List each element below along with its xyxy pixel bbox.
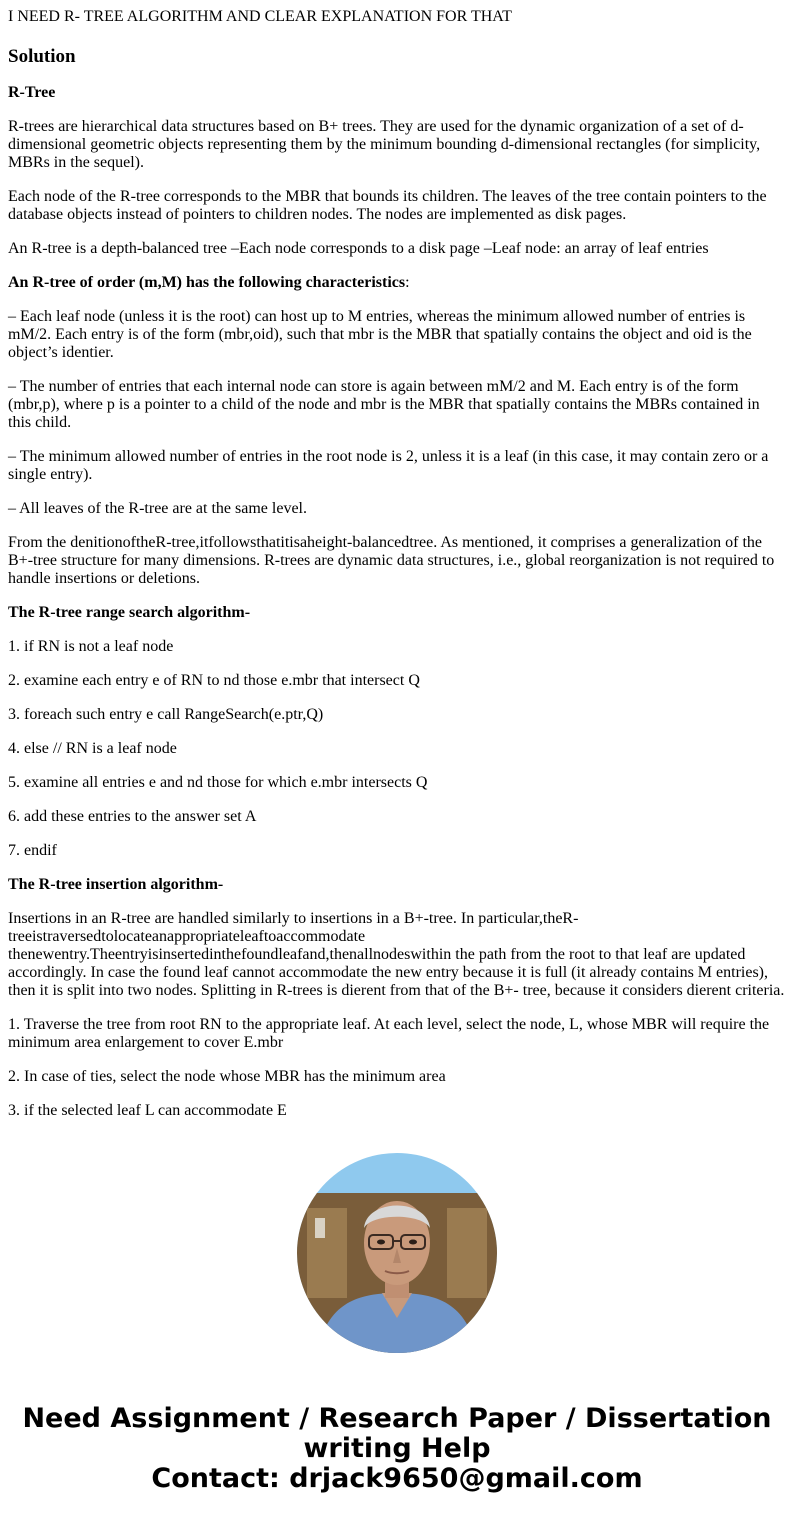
range-search-step: 1. if RN is not a leaf node bbox=[8, 638, 174, 655]
paragraph: Each node of the R-tree corresponds to the MBR that bounds its children. The leaves of the tree contain pointers to the database objects instead of pointers to children nodes. The nodes are implemented as disk pages. bbox=[8, 188, 767, 223]
characteristic: – The minimum allowed number of entries in the root node is 2, unless it is a leaf (in this case, it may contain zero or a single entry). bbox=[8, 448, 769, 483]
rtree-heading: R-Tree bbox=[8, 84, 56, 101]
insertion-step: 1. Traverse the tree from root RN to the appropriate leaf. At each level, select the node, L, whose MBR will require the minimum area enlargement to cover E.mbr bbox=[8, 1016, 770, 1051]
range-search-step: 4. else // RN is a leaf node bbox=[8, 740, 177, 757]
colon: : bbox=[405, 274, 410, 291]
range-search-step: 6. add these entries to the answer set A bbox=[8, 808, 257, 825]
footer-contact: Contact: drjack9650@gmail.com bbox=[151, 1463, 643, 1494]
paragraph: R-trees are hierarchical data structures based on B+ trees. They are used for the dynamic organization of a set of d-dimensional geometric objects representing them by the minimum bounding d-dimensional rectangles (for simplicity, MBRs in the sequel). bbox=[8, 118, 761, 171]
paragraph: Insertions in an R-tree are handled similarly to insertions in a B+-tree. In particular,theR-treeistraversedtolocateanappropriateleaftoaccommodate thenewentry.Theentryisinsertedinthefoundleafand,thenallnodeswithin the path from the root to that leaf are updated accordingly. In case the found leaf cannot accommodate the new entry because it is full (it already contains M entries), then it is split into two nodes. Splitting in R-trees is dierent from that of the B+- tree, because it considers dierent criteria. bbox=[8, 910, 785, 999]
insertion-step: 3. if the selected leaf L can accommodate E bbox=[8, 1102, 287, 1119]
author-photo bbox=[297, 1153, 497, 1353]
range-search-step: 5. examine all entries e and nd those for which e.mbr intersects Q bbox=[8, 774, 428, 791]
range-search-step: 3. foreach such entry e call RangeSearch(e.ptr,Q) bbox=[8, 706, 324, 723]
range-search-step: 2. examine each entry e of RN to nd those e.mbr that intersect Q bbox=[8, 672, 420, 689]
solution-heading: Solution bbox=[8, 46, 76, 67]
insertion-heading: The R-tree insertion algorithm- bbox=[8, 876, 224, 893]
characteristic: – All leaves of the R-tree are at the same level. bbox=[8, 500, 307, 517]
question-text: I NEED R- TREE ALGORITHM AND CLEAR EXPLANATION FOR THAT bbox=[8, 8, 512, 25]
characteristics-heading: An R-tree of order (m,M) has the following characteristics bbox=[8, 274, 406, 291]
footer-line-2: writing Help bbox=[303, 1433, 491, 1464]
insertion-step: 2. In case of ties, select the node whose MBR has the minimum area bbox=[8, 1068, 446, 1085]
paragraph: An R-tree is a depth-balanced tree –Each node corresponds to a disk page –Leaf node: an array of leaf entries bbox=[8, 240, 709, 257]
footer-banner bbox=[0, 1404, 794, 1494]
footer-line-1: Need Assignment / Research Paper / Dissertation bbox=[22, 1403, 772, 1434]
author-portrait-icon bbox=[297, 1153, 497, 1353]
characteristics-heading-line bbox=[8, 274, 786, 292]
range-search-heading: The R-tree range search algorithm- bbox=[8, 604, 251, 621]
paragraph: From the denitionoftheR-tree,itfollowsthatitisaheight-balancedtree. As mentioned, it comprises a generalization of the B+-tree structure for many dimensions. R-trees are dynamic data structures, i.e., global reorganization is not required to handle insertions or deletions. bbox=[8, 534, 775, 587]
characteristic: – The number of entries that each internal node can store is again between mM/2 and M. Each entry is of the form (mbr,p), where p is a pointer to a child of the node and mbr is the MBR that spatially contains the MBRs contained in this child. bbox=[8, 378, 760, 431]
characteristic: – Each leaf node (unless it is the root) can host up to M entries, whereas the minimum allowed number of entries is mM/2. Each entry is of the form (mbr,oid), such that mbr is the MBR that spatially contains the object and oid is the object’s identier. bbox=[8, 308, 752, 361]
range-search-step: 7. endif bbox=[8, 842, 57, 859]
